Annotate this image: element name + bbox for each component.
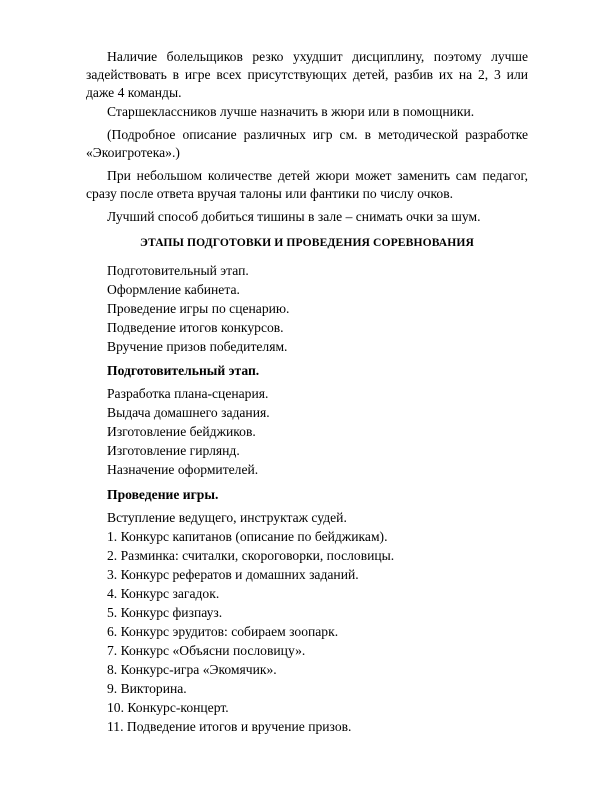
list-item: Вручение призов победителям. [107,339,288,354]
paragraph-fans: Наличие болельщиков резко ухудшит дисциплину, поэтому лучше задействовать в игре всех присутствующих детей, разбив их на 2, 3 или даже 4 команды. [86,49,528,100]
list-item: Назначение оформителей. [107,462,259,477]
list-item: Изготовление гирлянд. [107,443,240,458]
list-item: Подведение итогов конкурсов. [107,320,284,335]
section-heading: ЭТАПЫ ПОДГОТОВКИ И ПРОВЕДЕНИЯ СОРЕВНОВАНИЯ [139,236,474,249]
list-item: 6. Конкурс эрудитов: собираем зоопарк. [107,624,339,639]
list-item: 2. Разминка: считалки, скороговорки, пословицы. [107,548,395,563]
list-item: 10. Конкурс-концерт. [107,700,229,715]
paragraph-jury: При небольшом количестве детей жюри может заменить сам педагог, сразу после ответа вручая талоны или фантики по числу очков. [86,168,528,201]
list-item: 7. Конкурс «Объясни пословицу». [107,643,306,658]
list-item: 1. Конкурс капитанов (описание по бейджикам). [107,529,388,544]
paragraph-seniors: Старшеклассников лучше назначить в жюри или в помощники. [107,104,475,119]
list-item: 5. Конкурс физпауз. [107,605,223,620]
list-item: Подготовительный этап. [107,263,249,278]
prep-subheading: Подготовительный этап. [107,363,260,378]
list-item: 8. Конкурс-игра «Экомячик». [107,662,277,677]
list-item: 11. Подведение итогов и вручение призов. [107,719,352,734]
paragraph-silence: Лучший способ добиться тишины в зале – снимать очки за шум. [107,209,481,224]
paragraph-reference: (Подробное описание различных игр см. в методической разработке «Экоигротека».) [86,127,528,160]
list-item: Изготовление бейджиков. [107,424,256,439]
game-subheading: Проведение игры. [107,487,219,502]
list-item: Проведение игры по сценарию. [107,301,290,316]
list-item: Оформление кабинета. [107,282,240,297]
list-item: Вступление ведущего, инструктаж судей. [107,510,347,525]
list-item: Разработка плана-сценария. [107,386,269,401]
list-item: 4. Конкурс загадок. [107,586,220,601]
list-item: 9. Викторина. [107,681,187,696]
list-item: Выдача домашнего задания. [107,405,270,420]
list-item: 3. Конкурс рефератов и домашних заданий. [107,567,359,582]
